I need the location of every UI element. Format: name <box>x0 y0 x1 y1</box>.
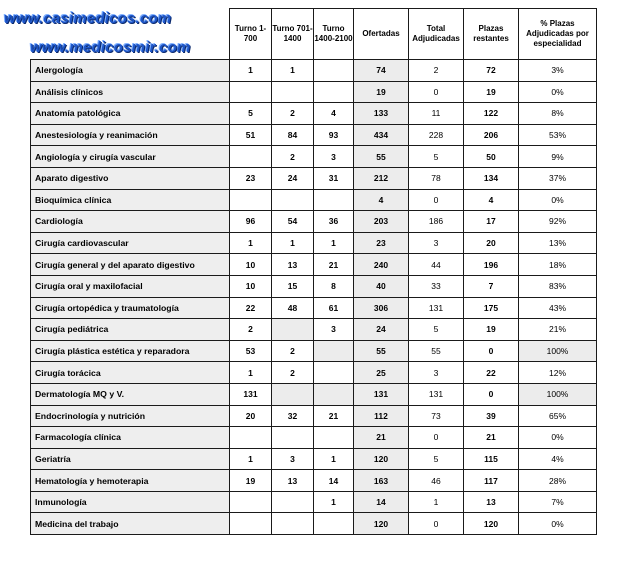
cell-ofertadas: 19 <box>354 81 409 103</box>
cell-turno-3: 21 <box>314 254 354 276</box>
specialty-name: Alergología <box>31 60 230 82</box>
specialty-name: Hematología y hemoterapia <box>31 470 230 492</box>
cell-ofertadas: 23 <box>354 232 409 254</box>
cell-turno-2: 13 <box>272 470 314 492</box>
cell-porcentaje: 92% <box>519 211 597 233</box>
cell-porcentaje: 4% <box>519 448 597 470</box>
cell-adjudicadas: 73 <box>409 405 464 427</box>
watermark-medicosmir: www.medicosmir.com <box>30 39 191 56</box>
header-turno-3: Turno 1400-2100 <box>314 9 354 60</box>
watermark-casimedicos: www.casimedicos.com <box>4 10 172 27</box>
specialty-name: Angiología y cirugía vascular <box>31 146 230 168</box>
cell-ofertadas: 133 <box>354 103 409 125</box>
cell-turno-1: 19 <box>230 470 272 492</box>
cell-restantes: 50 <box>464 146 519 168</box>
cell-turno-2: 15 <box>272 275 314 297</box>
cell-ofertadas: 14 <box>354 491 409 513</box>
cell-adjudicadas: 2 <box>409 60 464 82</box>
cell-adjudicadas: 131 <box>409 297 464 319</box>
cell-turno-1 <box>230 146 272 168</box>
cell-turno-1 <box>230 81 272 103</box>
specialty-name: Bioquímica clínica <box>31 189 230 211</box>
cell-adjudicadas: 5 <box>409 146 464 168</box>
table-row <box>31 124 597 146</box>
cell-turno-3: 1 <box>314 448 354 470</box>
specialty-name: Endocrinología y nutrición <box>31 405 230 427</box>
cell-turno-3 <box>314 362 354 384</box>
cell-turno-1: 53 <box>230 340 272 362</box>
table-body <box>31 60 597 535</box>
cell-porcentaje: 100% <box>519 340 597 362</box>
cell-turno-3: 61 <box>314 297 354 319</box>
cell-restantes: 39 <box>464 405 519 427</box>
cell-ofertadas: 434 <box>354 124 409 146</box>
header-turno-2: Turno 701-1400 <box>272 9 314 60</box>
cell-turno-2: 54 <box>272 211 314 233</box>
cell-turno-3 <box>314 189 354 211</box>
cell-adjudicadas: 228 <box>409 124 464 146</box>
cell-ofertadas: 74 <box>354 60 409 82</box>
cell-adjudicadas: 33 <box>409 275 464 297</box>
specialty-name: Medicina del trabajo <box>31 513 230 535</box>
cell-adjudicadas: 5 <box>409 319 464 341</box>
cell-turno-1: 1 <box>230 60 272 82</box>
cell-ofertadas: 40 <box>354 275 409 297</box>
cell-porcentaje: 18% <box>519 254 597 276</box>
cell-porcentaje: 8% <box>519 103 597 125</box>
specialty-name: Inmunología <box>31 491 230 513</box>
cell-turno-2: 48 <box>272 297 314 319</box>
table-row <box>31 427 597 449</box>
cell-restantes: 21 <box>464 427 519 449</box>
cell-adjudicadas: 0 <box>409 81 464 103</box>
table-row <box>31 60 597 82</box>
cell-turno-1: 20 <box>230 405 272 427</box>
cell-turno-2: 13 <box>272 254 314 276</box>
cell-ofertadas: 24 <box>354 319 409 341</box>
cell-turno-1: 131 <box>230 383 272 405</box>
table-row <box>31 232 597 254</box>
cell-turno-1: 5 <box>230 103 272 125</box>
specialty-name: Cardiología <box>31 211 230 233</box>
cell-ofertadas: 163 <box>354 470 409 492</box>
cell-turno-2 <box>272 189 314 211</box>
cell-porcentaje: 28% <box>519 470 597 492</box>
cell-adjudicadas: 0 <box>409 427 464 449</box>
table-row <box>31 470 597 492</box>
specialty-name: Cirugía ortopédica y traumatología <box>31 297 230 319</box>
cell-adjudicadas: 46 <box>409 470 464 492</box>
cell-turno-3: 1 <box>314 232 354 254</box>
cell-restantes: 72 <box>464 60 519 82</box>
specialty-name: Aparato digestivo <box>31 167 230 189</box>
specialty-name: Farmacología clínica <box>31 427 230 449</box>
specialty-name: Cirugía plástica estética y reparadora <box>31 340 230 362</box>
specialty-name: Dermatología MQ y V. <box>31 383 230 405</box>
table-row <box>31 513 597 535</box>
cell-ofertadas: 4 <box>354 189 409 211</box>
specialty-name: Cirugía general y del aparato digestivo <box>31 254 230 276</box>
cell-turno-3: 21 <box>314 405 354 427</box>
cell-turno-1: 10 <box>230 275 272 297</box>
specialty-name: Anestesiología y reanimación <box>31 124 230 146</box>
cell-porcentaje: 13% <box>519 232 597 254</box>
table-row <box>31 383 597 405</box>
cell-porcentaje: 37% <box>519 167 597 189</box>
cell-turno-1 <box>230 513 272 535</box>
cell-turno-3 <box>314 427 354 449</box>
cell-turno-3 <box>314 81 354 103</box>
cell-restantes: 19 <box>464 319 519 341</box>
cell-turno-2 <box>272 319 314 341</box>
cell-turno-3: 4 <box>314 103 354 125</box>
cell-turno-3: 3 <box>314 319 354 341</box>
cell-ofertadas: 240 <box>354 254 409 276</box>
cell-porcentaje: 12% <box>519 362 597 384</box>
cell-turno-2 <box>272 427 314 449</box>
cell-restantes: 19 <box>464 81 519 103</box>
cell-turno-2 <box>272 81 314 103</box>
cell-porcentaje: 65% <box>519 405 597 427</box>
cell-porcentaje: 100% <box>519 383 597 405</box>
table-row <box>31 103 597 125</box>
cell-restantes: 117 <box>464 470 519 492</box>
cell-turno-1: 2 <box>230 319 272 341</box>
cell-turno-1 <box>230 427 272 449</box>
cell-ofertadas: 120 <box>354 513 409 535</box>
cell-turno-1 <box>230 189 272 211</box>
table-row <box>31 297 597 319</box>
table-row <box>31 448 597 470</box>
cell-restantes: 0 <box>464 383 519 405</box>
cell-adjudicadas: 44 <box>409 254 464 276</box>
cell-porcentaje: 53% <box>519 124 597 146</box>
cell-turno-3: 93 <box>314 124 354 146</box>
table-row <box>31 81 597 103</box>
cell-porcentaje: 7% <box>519 491 597 513</box>
specialty-name: Cirugía pediátrica <box>31 319 230 341</box>
table-row <box>31 167 597 189</box>
cell-ofertadas: 203 <box>354 211 409 233</box>
table-row <box>31 340 597 362</box>
specialty-name: Cirugía torácica <box>31 362 230 384</box>
cell-restantes: 17 <box>464 211 519 233</box>
cell-turno-1 <box>230 491 272 513</box>
cell-turno-3 <box>314 60 354 82</box>
cell-turno-2: 2 <box>272 146 314 168</box>
cell-turno-3 <box>314 513 354 535</box>
table-row <box>31 491 597 513</box>
cell-restantes: 122 <box>464 103 519 125</box>
cell-turno-3: 3 <box>314 146 354 168</box>
cell-ofertadas: 25 <box>354 362 409 384</box>
cell-restantes: 120 <box>464 513 519 535</box>
header-turno-1: Turno 1-700 <box>230 9 272 60</box>
cell-porcentaje: 9% <box>519 146 597 168</box>
cell-turno-3: 8 <box>314 275 354 297</box>
cell-turno-3 <box>314 383 354 405</box>
cell-restantes: 206 <box>464 124 519 146</box>
table-row <box>31 254 597 276</box>
cell-restantes: 196 <box>464 254 519 276</box>
cell-turno-3: 36 <box>314 211 354 233</box>
header-restantes: Plazas restantes <box>464 9 519 60</box>
cell-turno-1: 1 <box>230 448 272 470</box>
cell-adjudicadas: 5 <box>409 448 464 470</box>
cell-porcentaje: 0% <box>519 81 597 103</box>
cell-turno-2: 84 <box>272 124 314 146</box>
cell-ofertadas: 212 <box>354 167 409 189</box>
cell-ofertadas: 21 <box>354 427 409 449</box>
cell-turno-2 <box>272 513 314 535</box>
table-row <box>31 319 597 341</box>
cell-turno-2: 1 <box>272 232 314 254</box>
cell-turno-1: 10 <box>230 254 272 276</box>
cell-ofertadas: 306 <box>354 297 409 319</box>
header-ofertadas: Ofertadas <box>354 9 409 60</box>
cell-turno-1: 96 <box>230 211 272 233</box>
cell-turno-3: 1 <box>314 491 354 513</box>
cell-adjudicadas: 131 <box>409 383 464 405</box>
cell-turno-2: 24 <box>272 167 314 189</box>
cell-turno-3: 31 <box>314 167 354 189</box>
cell-turno-2: 1 <box>272 60 314 82</box>
cell-restantes: 115 <box>464 448 519 470</box>
specialty-name: Geriatría <box>31 448 230 470</box>
cell-adjudicadas: 1 <box>409 491 464 513</box>
cell-porcentaje: 43% <box>519 297 597 319</box>
cell-turno-2: 2 <box>272 103 314 125</box>
specialty-name: Cirugía oral y maxilofacial <box>31 275 230 297</box>
header-porcentaje: % Plazas Adjudicadas por especialidad <box>519 9 597 60</box>
cell-turno-3: 14 <box>314 470 354 492</box>
cell-adjudicadas: 0 <box>409 189 464 211</box>
cell-turno-2: 2 <box>272 340 314 362</box>
table-row <box>31 362 597 384</box>
cell-adjudicadas: 11 <box>409 103 464 125</box>
cell-restantes: 22 <box>464 362 519 384</box>
cell-porcentaje: 0% <box>519 513 597 535</box>
cell-ofertadas: 55 <box>354 146 409 168</box>
cell-restantes: 175 <box>464 297 519 319</box>
cell-adjudicadas: 55 <box>409 340 464 362</box>
table-row <box>31 146 597 168</box>
cell-turno-1: 22 <box>230 297 272 319</box>
specialty-name: Cirugía cardiovascular <box>31 232 230 254</box>
cell-turno-1: 23 <box>230 167 272 189</box>
cell-ofertadas: 131 <box>354 383 409 405</box>
cell-turno-1: 51 <box>230 124 272 146</box>
cell-restantes: 20 <box>464 232 519 254</box>
cell-adjudicadas: 0 <box>409 513 464 535</box>
cell-porcentaje: 0% <box>519 189 597 211</box>
cell-turno-1: 1 <box>230 232 272 254</box>
cell-turno-2 <box>272 491 314 513</box>
table-row <box>31 189 597 211</box>
header-adjudicadas: Total Adjudicadas <box>409 9 464 60</box>
cell-restantes: 134 <box>464 167 519 189</box>
cell-porcentaje: 0% <box>519 427 597 449</box>
cell-restantes: 4 <box>464 189 519 211</box>
cell-turno-2: 3 <box>272 448 314 470</box>
cell-ofertadas: 55 <box>354 340 409 362</box>
specialty-name: Anatomía patológica <box>31 103 230 125</box>
cell-ofertadas: 112 <box>354 405 409 427</box>
cell-adjudicadas: 3 <box>409 362 464 384</box>
cell-restantes: 7 <box>464 275 519 297</box>
cell-turno-2 <box>272 383 314 405</box>
specialty-name: Análisis clínicos <box>31 81 230 103</box>
cell-porcentaje: 21% <box>519 319 597 341</box>
table-row <box>31 211 597 233</box>
cell-turno-2: 32 <box>272 405 314 427</box>
cell-porcentaje: 3% <box>519 60 597 82</box>
cell-turno-3 <box>314 340 354 362</box>
cell-adjudicadas: 186 <box>409 211 464 233</box>
cell-turno-1: 1 <box>230 362 272 384</box>
cell-turno-2: 2 <box>272 362 314 384</box>
cell-restantes: 0 <box>464 340 519 362</box>
table-row <box>31 275 597 297</box>
cell-adjudicadas: 3 <box>409 232 464 254</box>
cell-porcentaje: 83% <box>519 275 597 297</box>
table-row <box>31 405 597 427</box>
cell-ofertadas: 120 <box>354 448 409 470</box>
cell-restantes: 13 <box>464 491 519 513</box>
specialties-table <box>30 8 597 535</box>
cell-adjudicadas: 78 <box>409 167 464 189</box>
